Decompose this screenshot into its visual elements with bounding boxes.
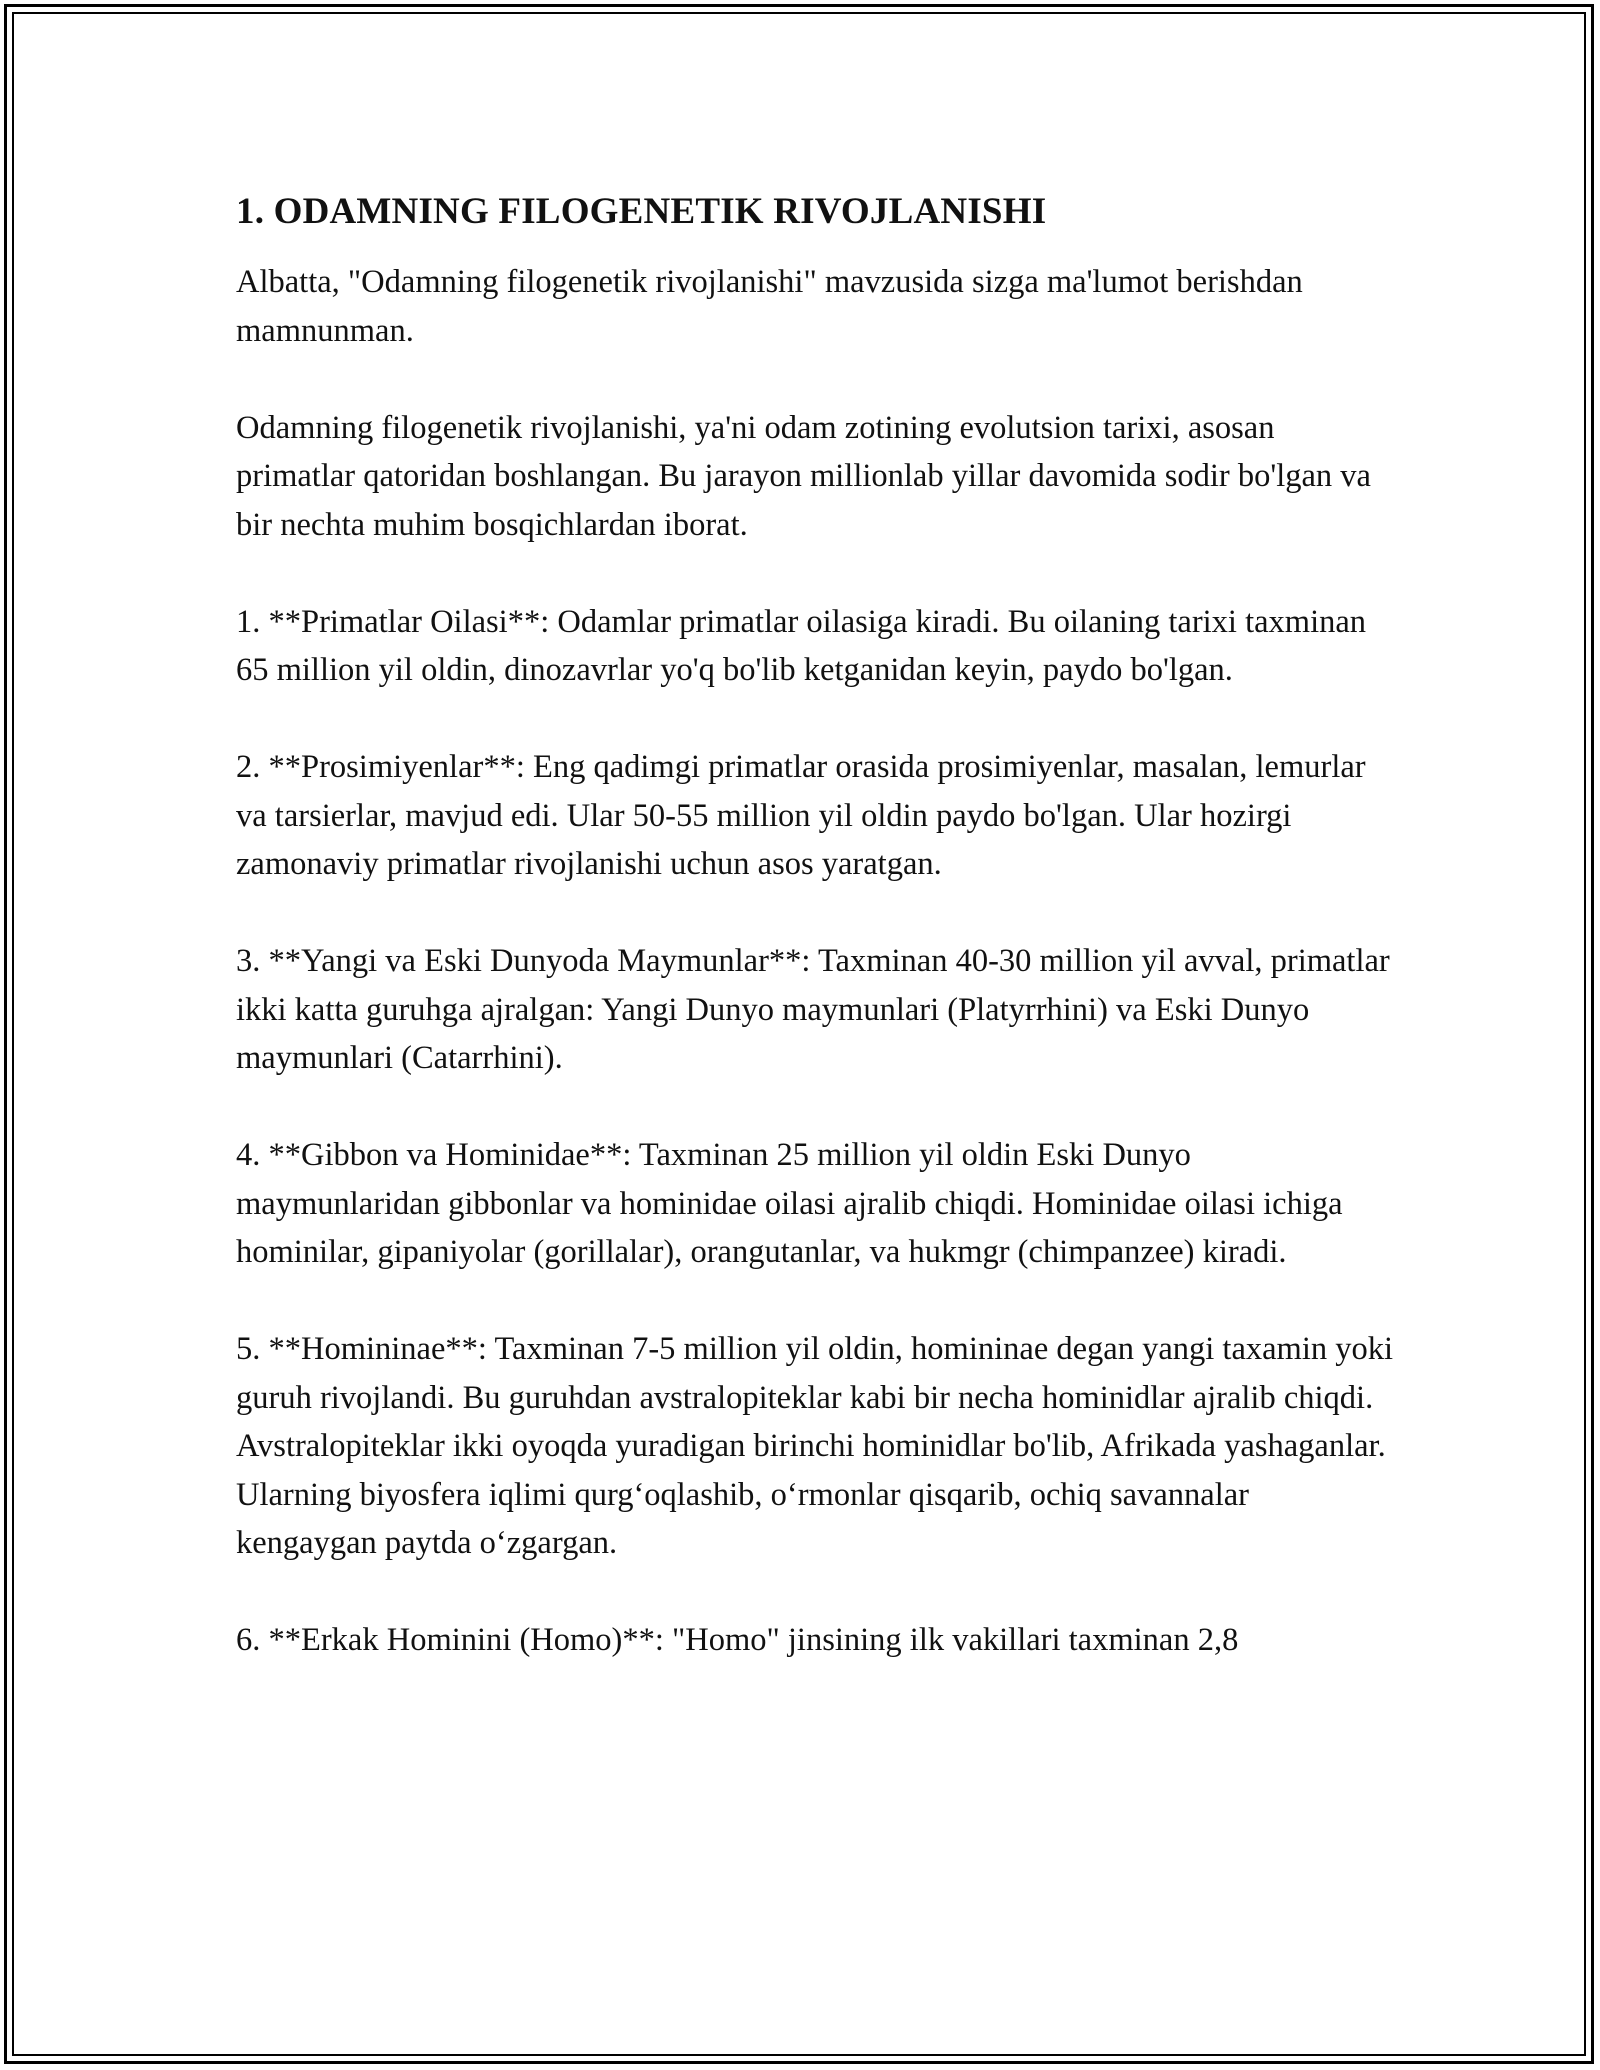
paragraph-item-1: 1. **Primatlar Oilasi**: Odamlar primatlar oilasiga kiradi. Bu oilaning tarixi taxminan 65 million yil oldin, dinozavrlar yo'q bo'lib ketganidan keyin, paydo bo'lgan. [236,603,1367,688]
paragraph-overview: Odamning filogenetik rivojlanishi, ya'ni odam zotining evolutsion tarixi, asosan primatlar qatoridan boshlangan. Bu jarayon millionlab yillar davomida sodir bo'lgan va bir nechta muhim bosqichlardan iborat. [236,409,1371,543]
paragraph-item-5: 5. **Homininae**: Taxminan 7-5 million yil oldin, homininae degan yangi taxamin yoki guruh rivojlandi. Bu guruhdan avstralopiteklar kabi bir necha hominidlar ajralib chiqdi. Avstralopiteklar ikki oyoqda yuradigan birinchi hominidlar bo'lib, Afrikada yashaganlar. Ularning biyosfera iqlimi qurg‘oqlashib, o‘rmonlar qisqarib, ochiq savannalar kengaygan paytda o‘zgargan. [236,1331,1394,1561]
document-body [236,188,1396,1665]
paragraph-item-6: 6. **Erkak Hominini (Homo)**: "Homo" jinsining ilk vakillari taxminan 2,8 [236,1622,1239,1658]
paragraph-item-3: 3. **Yangi va Eski Dunyoda Maymunlar**: Taxminan 40-30 million yil avval, primatlar ikki katta guruhga ajralgan: Yangi Dunyo maymunlari (Platyrrhini) va Eski Dunyo maymunlari (Catarrhini). [236,943,1390,1076]
paragraph-item-4: 4. **Gibbon va Hominidae**: Taxminan 25 million yil oldin Eski Dunyo maymunlaridan gibbonlar va hominidae oilasi ajralib chiqdi. Hominidae oilasi ichiga hominilar, gipaniyolar (gorillalar), orangutanlar, va hukmgr (chimpanzee) kiradi. [236,1137,1343,1270]
document-title: 1. ODAMNING FILOGENETIK RIVOJLANISHI [236,191,1047,232]
paragraph-item-2: 2. **Prosimiyenlar**: Eng qadimgi primatlar orasida prosimiyenlar, masalan, lemurlar va tarsierlar, mavjud edi. Ular 50-55 million yil oldin paydo bo'lgan. Ular hozirgi zamonaviy primatlar rivojlanishi uchun asos yaratgan. [236,749,1366,882]
paragraph-intro: Albatta, "Odamning filogenetik rivojlanishi" mavzusida sizga ma'lumot berishdan mamnunman. [236,264,1303,349]
